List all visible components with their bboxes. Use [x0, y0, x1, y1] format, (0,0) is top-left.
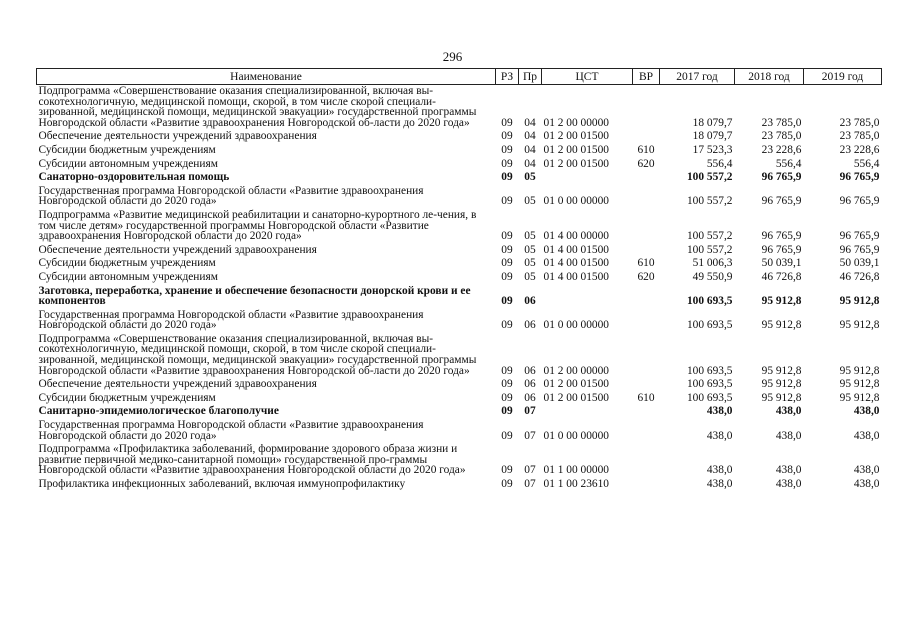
cell-y2018: 96 765,9 [761, 195, 802, 208]
table-row [37, 333, 882, 378]
cell-y2017: 438,0 [706, 478, 733, 490]
table-row [37, 144, 882, 158]
cell-cst: 01 2 00 01500 [543, 157, 609, 170]
cell-name: Подпрограмма «Профилактика заболеваний, формирование здорового образа жизни и развитие первичной медико-санитарной помощи» государственной про-граммы Новгородской области «Развитие здравоохранения Новгородской области до 2020 года» [38, 443, 466, 477]
cell-y2018: 438,0 [775, 464, 802, 477]
cell-rz: 09 [501, 243, 513, 256]
cell-pr: 04 [524, 116, 536, 129]
cell-y2019: 438,0 [853, 464, 880, 477]
cell-pr: 05 [524, 270, 536, 283]
cell-rz: 09 [501, 378, 513, 391]
cell-cst: 01 0 00 00000 [543, 319, 609, 332]
cell-rz: 09 [501, 429, 513, 442]
cell-y2017: 100 693,5 [686, 391, 733, 404]
table-row [37, 85, 882, 131]
cell-rz: 09 [501, 143, 513, 156]
cell-y2019: 95 912,8 [839, 364, 880, 377]
cell-y2018: 95 912,8 [761, 319, 802, 332]
table-row [37, 271, 882, 285]
cell-rz: 09 [501, 270, 513, 283]
cell-y2017: 556,4 [706, 157, 733, 170]
cell-pr: 04 [524, 130, 536, 143]
cell-cst: 01 4 00 01500 [543, 243, 609, 256]
cell-y2018: 96 765,9 [761, 171, 802, 184]
cell-cst [542, 171, 633, 185]
cell-rz: 09 [501, 295, 513, 308]
cell-vr [633, 405, 660, 419]
cell-y2017: 100 557,2 [686, 195, 733, 208]
cell-name: Обеспечение деятельности учреждений здравоохранения [38, 130, 317, 143]
cell-cst: 01 2 00 01500 [543, 143, 609, 156]
table-row [37, 309, 882, 333]
table-row [37, 209, 882, 244]
col-header-2019: 2019 год [804, 69, 882, 85]
cell-vr [633, 478, 660, 492]
cell-y2017: 51 006,3 [692, 257, 733, 270]
cell-y2018: 23 228,6 [761, 143, 802, 156]
table-row [37, 419, 882, 443]
cell-cst: 01 1 00 23610 [543, 478, 609, 490]
cell-y2017: 100 557,2 [686, 230, 733, 243]
cell-pr: 04 [524, 143, 536, 156]
table-body [37, 85, 882, 492]
cell-name: Обеспечение деятельности учреждений здравоохранения [38, 378, 317, 391]
cell-y2017: 49 550,9 [692, 270, 733, 283]
cell-pr: 06 [524, 378, 536, 391]
cell-y2017: 100 557,2 [686, 243, 733, 256]
table-row [37, 257, 882, 271]
cell-rz: 09 [501, 116, 513, 129]
cell-cst: 01 4 00 00000 [543, 230, 609, 243]
cell-y2018: 438,0 [775, 405, 802, 418]
cell-name: Субсидии бюджетным учреждениям [38, 391, 216, 404]
cell-name: Субсидии бюджетным учреждениям [38, 257, 216, 270]
cell-y2017: 100 557,2 [686, 171, 733, 184]
cell-cst: 01 2 00 01500 [543, 378, 609, 391]
table-header [37, 69, 882, 85]
cell-pr: 06 [524, 364, 536, 377]
table-row [37, 244, 882, 258]
table-row [37, 158, 882, 172]
cell-name: Подпрограмма «Совершенствование оказания специализированной, включая вы-сокотехнологичную, медицинской помощи, скорой, в том числе скорой специали-зированной, медицинской помощи, медицинской эвакуации» государственной программы Новгородской области «Развитие здравоохранения Новгородской об-ласти до 2020 года» [38, 332, 477, 377]
cell-name: Подпрограмма «Развитие медицинской реабилитации и санаторно-курортного ле-чения, в том числе детям» государственной программы Новгородской области «Развитие здравоохранения Новгородской области до 2020 года» [38, 208, 477, 243]
cell-vr [633, 130, 660, 144]
cell-vr [633, 171, 660, 185]
cell-y2019: 23 785,0 [839, 116, 880, 129]
cell-vr [633, 333, 660, 378]
cell-cst: 01 2 00 01500 [543, 130, 609, 143]
cell-rz: 09 [501, 364, 513, 377]
cell-pr: 05 [524, 230, 536, 243]
cell-cst: 01 2 00 00000 [543, 116, 609, 129]
cell-cst: 01 1 00 00000 [543, 464, 609, 477]
cell-pr: 05 [524, 171, 536, 184]
table-row [37, 285, 882, 309]
cell-name: Государственная программа Новгородской области «Развитие здравоохранения Новгородской области до 2020 года» [38, 308, 424, 332]
cell-y2018: 95 912,8 [761, 378, 802, 391]
cell-name: Обеспечение деятельности учреждений здравоохранения [38, 243, 317, 256]
cell-rz: 09 [501, 195, 513, 208]
cell-y2017: 438,0 [706, 464, 733, 477]
cell-rz: 09 [501, 257, 513, 270]
cell-y2019: 438,0 [853, 429, 880, 442]
col-header-cst: ЦСТ [542, 69, 633, 85]
cell-vr [633, 185, 660, 209]
cell-name: Профилактика инфекционных заболеваний, включая иммунопрофилактику [38, 478, 406, 490]
cell-y2018: 95 912,8 [761, 391, 802, 404]
cell-pr: 06 [524, 319, 536, 332]
cell-cst [542, 405, 633, 419]
table-row [37, 443, 882, 478]
cell-y2018: 23 785,0 [761, 116, 802, 129]
table-row [37, 171, 882, 185]
cell-cst [542, 285, 633, 309]
cell-y2017: 438,0 [706, 429, 733, 442]
cell-vr [633, 244, 660, 258]
cell-cst: 01 2 00 01500 [543, 391, 609, 404]
cell-pr: 06 [524, 295, 536, 308]
cell-rz: 09 [501, 171, 513, 184]
cell-y2019: 96 765,9 [839, 195, 880, 208]
cell-cst: 01 4 00 01500 [543, 257, 609, 270]
col-header-pr: Пр [519, 69, 542, 85]
table-row [37, 405, 882, 419]
cell-rz: 09 [501, 405, 513, 418]
cell-y2019: 50 039,1 [839, 257, 880, 270]
cell-name: Государственная программа Новгородской области «Развитие здравоохранения Новгородской области до 2020 года» [38, 419, 424, 442]
cell-y2019: 95 912,8 [839, 391, 880, 404]
cell-y2018: 438,0 [775, 478, 802, 490]
cell-pr: 07 [524, 405, 536, 418]
cell-name: Субсидии автономным учреждениям [38, 157, 218, 170]
cell-y2019: 556,4 [853, 157, 880, 170]
cell-y2018: 96 765,9 [761, 230, 802, 243]
cell-rz: 09 [501, 319, 513, 332]
cell-vr [633, 85, 660, 131]
table-row [37, 130, 882, 144]
cell-y2019: 23 228,6 [839, 143, 880, 156]
cell-name: Субсидии автономным учреждениям [38, 270, 218, 283]
cell-pr: 07 [524, 478, 536, 490]
cell-vr [633, 285, 660, 309]
cell-cst: 01 2 00 00000 [543, 364, 609, 377]
cell-vr [633, 309, 660, 333]
cell-vr [633, 209, 660, 244]
cell-name: Подпрограмма «Совершенствование оказания специализированной, включая вы-сокотехнологичную, медицинской помощи, скорой, в том числе скорой специали-зированной, медицинской помощи, медицинской эвакуации» государственной программы Новгородской области «Развитие здравоохранения Новгородской об-ласти до 2020 года» [38, 85, 477, 129]
cell-y2019: 46 726,8 [839, 270, 880, 283]
col-header-rz: РЗ [496, 69, 519, 85]
page-number: 296 [442, 49, 463, 64]
cell-y2017: 18 079,7 [692, 116, 733, 129]
cell-vr [633, 378, 660, 392]
cell-pr: 04 [524, 157, 536, 170]
cell-cst: 01 4 00 01500 [543, 270, 609, 283]
cell-vr [633, 443, 660, 478]
cell-y2018: 438,0 [775, 429, 802, 442]
table-row [37, 392, 882, 406]
cell-y2018: 95 912,8 [761, 295, 802, 308]
cell-y2019: 96 765,9 [839, 230, 880, 243]
cell-y2019: 438,0 [853, 478, 880, 490]
cell-y2019: 95 912,8 [839, 378, 880, 391]
cell-name: Санаторно-оздоровительная помощь [38, 171, 230, 184]
cell-name: Государственная программа Новгородской области «Развитие здравоохранения Новгородской области до 2020 года» [38, 184, 424, 208]
table-row [37, 378, 882, 392]
cell-pr: 05 [524, 243, 536, 256]
cell-vr: 620 [637, 157, 655, 170]
cell-rz: 09 [501, 478, 513, 490]
cell-vr: 610 [637, 257, 655, 270]
cell-y2018: 50 039,1 [761, 257, 802, 270]
cell-y2017: 438,0 [706, 405, 733, 418]
cell-y2018: 46 726,8 [761, 270, 802, 283]
cell-vr [633, 419, 660, 443]
table-row [37, 478, 882, 492]
cell-cst: 01 0 00 00000 [543, 429, 609, 442]
cell-rz: 09 [501, 130, 513, 143]
cell-vr: 620 [637, 270, 655, 283]
col-header-name: Наименование [37, 69, 496, 85]
cell-rz: 09 [501, 391, 513, 404]
budget-table [36, 68, 882, 492]
cell-rz: 09 [501, 464, 513, 477]
cell-y2018: 556,4 [775, 157, 802, 170]
cell-y2018: 95 912,8 [761, 364, 802, 377]
col-header-2017: 2017 год [660, 69, 735, 85]
cell-y2018: 96 765,9 [761, 243, 802, 256]
cell-pr: 07 [524, 429, 536, 442]
cell-y2017: 18 079,7 [692, 130, 733, 143]
table-row [37, 185, 882, 209]
cell-y2019: 95 912,8 [839, 295, 880, 308]
cell-y2019: 23 785,0 [839, 130, 880, 143]
cell-vr: 610 [637, 391, 655, 404]
cell-y2019: 438,0 [853, 405, 880, 418]
cell-y2017: 100 693,5 [686, 295, 733, 308]
col-header-2018: 2018 год [735, 69, 804, 85]
cell-rz: 09 [501, 157, 513, 170]
cell-y2018: 23 785,0 [761, 130, 802, 143]
cell-pr: 06 [524, 391, 536, 404]
col-header-vr: ВР [633, 69, 660, 85]
cell-y2017: 100 693,5 [686, 364, 733, 377]
cell-name: Заготовка, переработка, хранение и обеспечение безопасности донорской крови и ее компонентов [38, 284, 471, 308]
cell-y2019: 96 765,9 [839, 171, 880, 184]
cell-pr: 07 [524, 464, 536, 477]
cell-cst: 01 0 00 00000 [543, 195, 609, 208]
cell-y2017: 17 523,3 [692, 143, 733, 156]
cell-pr: 05 [524, 195, 536, 208]
cell-name: Санитарно-эпидемиологическое благополучие [38, 405, 279, 418]
cell-y2017: 100 693,5 [686, 319, 733, 332]
cell-pr: 05 [524, 257, 536, 270]
cell-y2019: 96 765,9 [839, 243, 880, 256]
cell-name: Субсидии бюджетным учреждениям [38, 143, 216, 156]
cell-y2019: 95 912,8 [839, 319, 880, 332]
cell-y2017: 100 693,5 [686, 378, 733, 391]
cell-vr: 610 [637, 143, 655, 156]
cell-rz: 09 [501, 230, 513, 243]
